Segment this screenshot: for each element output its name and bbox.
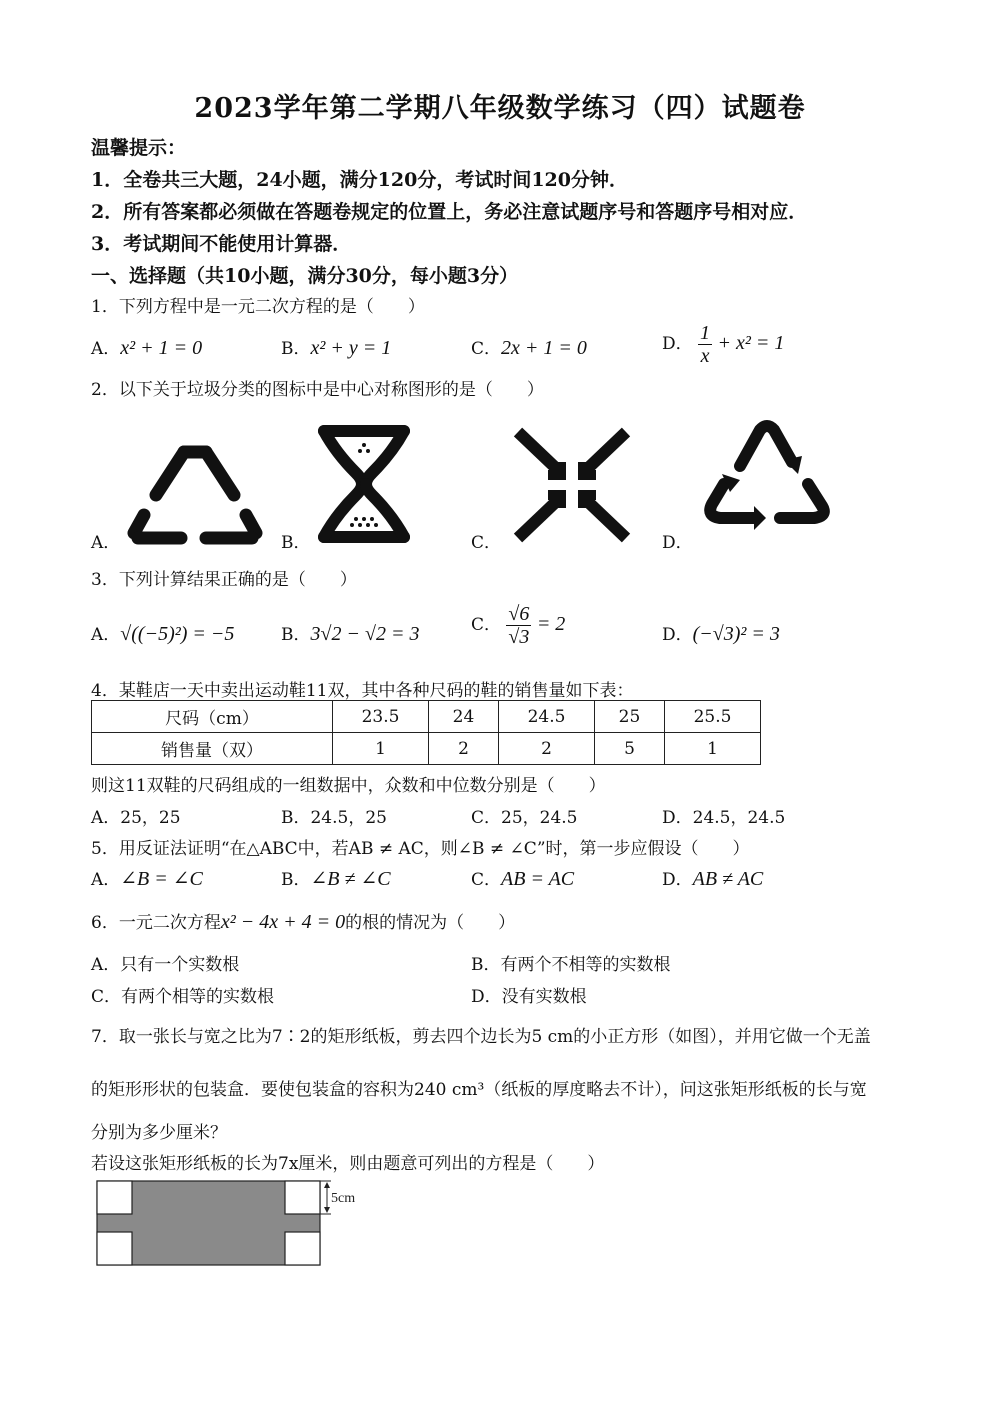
- table-row: [92, 733, 761, 765]
- notice-item-1: 1．全卷共三大题，24小题，满分120分，考试时间120分钟．: [91, 169, 628, 191]
- q5-option-d: D．AB ≠ AC: [662, 868, 764, 890]
- notice-item-2: 2．所有答案都必须做在答题卷规定的位置上，务必注意试题序号和答题序号相对应．: [91, 201, 808, 223]
- q7-line-3: 分别为多少厘米？: [91, 1123, 227, 1143]
- q4-option-c: C．25，24.5: [471, 808, 578, 828]
- q1-option-c: C．2x + 1 = 0: [471, 337, 587, 359]
- table-cell: 1: [665, 733, 761, 765]
- q7-line-4: 若设这张矩形纸板的长为7x厘米，则由题意可列出的方程是（ ）: [91, 1154, 605, 1174]
- q3-option-c: C． $\frac{√6}{√3}$ = 2: [471, 603, 566, 648]
- q6-stem: 6．一元二次方程x² − 4x + 4 = 0的根的情况为（ ）: [91, 911, 516, 933]
- q3-option-b: B．3√2 − √2 = 3: [281, 623, 420, 645]
- page-title: 2023学年第二学期八年级数学练习（四）试题卷: [194, 93, 806, 124]
- q4-stem: 4．某鞋店一天中卖出运动鞋11双，其中各种尺码的鞋的销售量如下表：: [91, 681, 634, 701]
- q3-stem: 3．下列计算结果正确的是（ ）: [91, 570, 357, 590]
- table-cell: 25: [595, 701, 665, 733]
- q2-label-a: A．: [91, 533, 121, 553]
- recycle-triangle-icon: [126, 440, 264, 550]
- dimension-label: 5cm: [331, 1191, 356, 1206]
- hourglass-icon: [316, 423, 412, 545]
- q1-option-d: D． $\frac{1}{x}$ + x² = 1: [662, 322, 785, 367]
- table-header-cell: 销售量（双）: [92, 733, 333, 765]
- q6-option-c: C．有两个相等的实数根: [91, 987, 275, 1007]
- table-header-cell: 尺码（cm）: [92, 701, 333, 733]
- q2-label-c: C．: [471, 533, 502, 553]
- q3-option-a: A．√((−5)²) = −5: [91, 623, 235, 645]
- q7-line-1: 7．取一张长与宽之比为7∶2的矩形纸板，剪去四个边长为5 cm的小正方形（如图），并用它做一个无盖: [91, 1027, 871, 1047]
- table-cell: 24.5: [499, 701, 595, 733]
- q1-option-b: B．x² + y = 1: [281, 337, 392, 359]
- q5-option-b: B．∠B ≠ ∠C: [281, 868, 391, 890]
- table-row: [92, 701, 761, 733]
- recycle-arrows-icon: [700, 418, 834, 544]
- q7-line-2: 的矩形形状的包装盒．要使包装盒的容积为240 cm³（纸板的厚度略去不计），问这张矩形纸板的长与宽: [91, 1080, 867, 1100]
- q5-stem: 5．用反证法证明“在△ABC中，若AB ≠ AC，则∠B ≠ ∠C”时，第一步应假设（ ）: [91, 839, 750, 859]
- q4-option-a: A．25，25: [91, 808, 181, 828]
- table-cell: 25.5: [665, 701, 761, 733]
- q6-option-d: D．没有实数根: [471, 987, 587, 1007]
- table-cell: 5: [595, 733, 665, 765]
- q6-option-a: A．只有一个实数根: [91, 955, 240, 975]
- q1-stem: 1．下列方程中是一元二次方程的是（ ）: [91, 297, 425, 317]
- section-heading: 一、选择题（共10小题，满分30分，每小题3分）: [91, 265, 519, 287]
- q5-option-a: A．∠B = ∠C: [91, 868, 203, 890]
- q4-option-d: D．24.5，24.5: [662, 808, 786, 828]
- q4-option-b: B．24.5，25: [281, 808, 387, 828]
- table-cell: 24: [429, 701, 499, 733]
- table-cell: 23.5: [333, 701, 429, 733]
- q2-label-b: B．: [281, 533, 311, 553]
- q5-option-c: C．AB = AC: [471, 868, 575, 890]
- four-arrows-inward-icon: [510, 426, 634, 544]
- q1-option-a: A．x² + 1 = 0: [91, 337, 203, 359]
- table-cell: 1: [333, 733, 429, 765]
- notice-item-3: 3．考试期间不能使用计算器．: [91, 233, 352, 255]
- cardboard-diagram: [95, 1178, 365, 1268]
- shoe-size-table: [91, 700, 761, 765]
- q2-label-d: D．: [662, 533, 693, 553]
- q6-option-b: B．有两个不相等的实数根: [471, 955, 671, 975]
- q4-question: 则这11双鞋的尺码组成的一组数据中，众数和中位数分别是（ ）: [91, 776, 606, 796]
- q2-stem: 2．以下关于垃圾分类的图标中是中心对称图形的是（ ）: [91, 380, 544, 400]
- q3-option-d: D．(−√3)² = 3: [662, 623, 780, 645]
- notice-heading: 温馨提示：: [91, 137, 187, 159]
- table-cell: 2: [429, 733, 499, 765]
- table-cell: 2: [499, 733, 595, 765]
